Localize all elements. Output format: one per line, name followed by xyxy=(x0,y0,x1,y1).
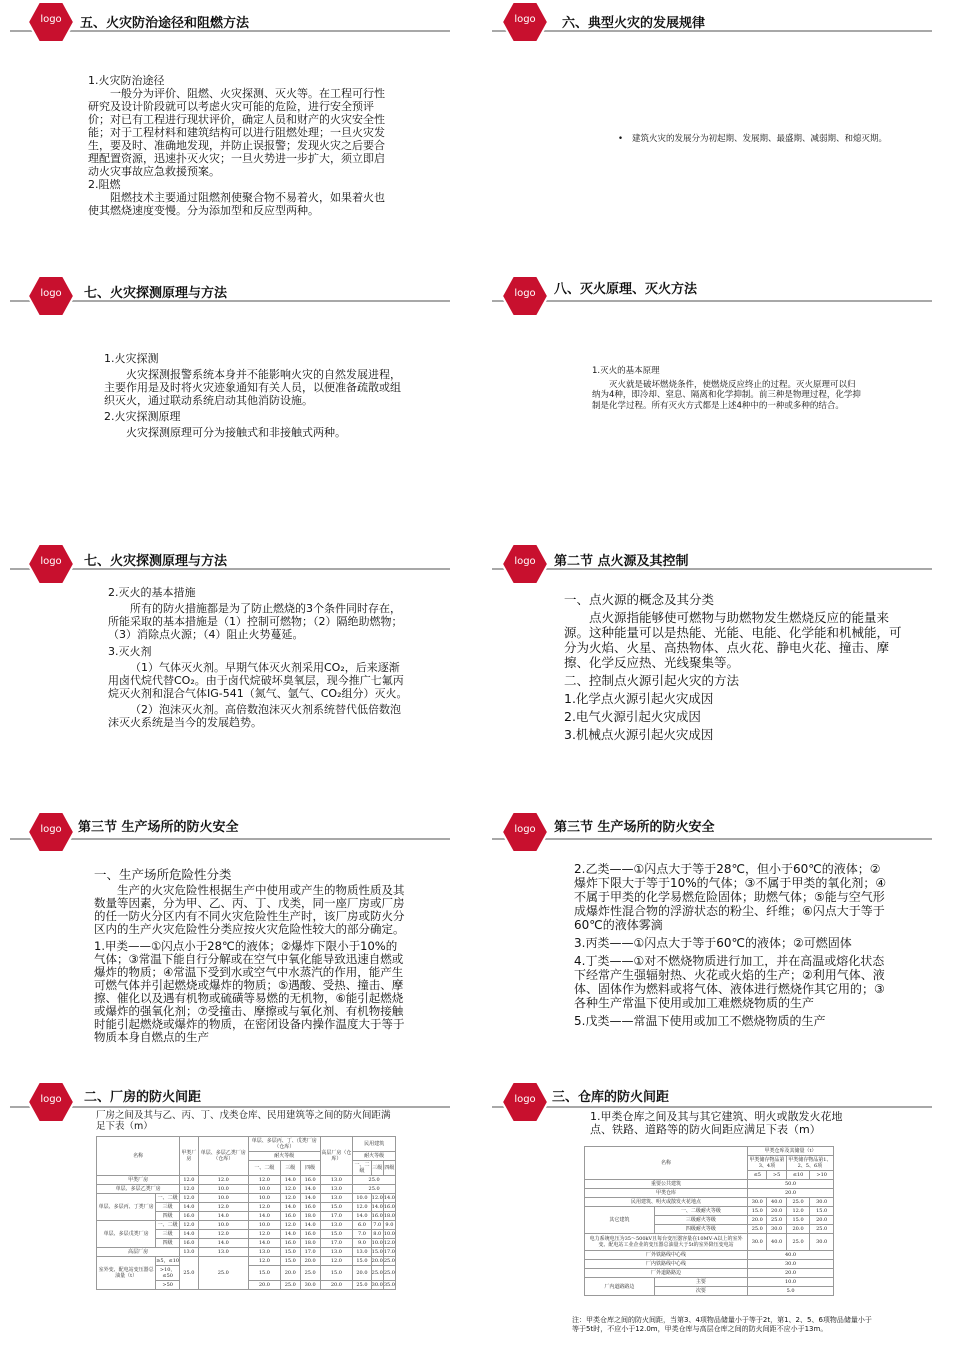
table-header-cell: 名称 xyxy=(585,1147,748,1180)
heading: 一、点火源的概念及其分类 xyxy=(564,592,715,607)
table-caption: 1.甲类仓库之间及其与其它建筑、明火或散发火花地点、铁路、道路等的防火间距应满足下表（m） xyxy=(590,1110,843,1136)
slide-header xyxy=(482,0,942,40)
table-cell: 14.0 xyxy=(180,1203,198,1212)
paragraph: 火灾探测报警系统本身并不能影响火灾的自然发展进程，主要作用是及时将火灾迹象通知有关人员，以便准备疏散或组织灭火，通过联动系统启动其他消防设施。 xyxy=(104,368,401,407)
table-header-cell: 耐火等级 xyxy=(249,1152,321,1161)
table-row xyxy=(585,1198,834,1207)
list-item: 3.机械点火源引起火灾成因 xyxy=(564,727,714,742)
table-header-cell: >10 xyxy=(810,1171,834,1180)
table-header-cell: 耐火等级 xyxy=(353,1152,396,1161)
table-cell: 甲类仓库 xyxy=(585,1189,748,1198)
logo-text: logo xyxy=(40,288,62,299)
table-cell: 10.0 xyxy=(353,1194,371,1203)
table-cell: 三级耐火等级 xyxy=(654,1216,747,1225)
slide-title: 七、火灾探测原理与方法 xyxy=(84,554,228,569)
slide-title: 三、仓库的防火间距 xyxy=(552,1090,670,1105)
heading: 1.灭火的基本原理 xyxy=(592,366,660,376)
paragraph: 灭火就是破坏燃烧条件，使燃烧反应终止的过程。灭火原理可以归纳为4种，即冷却、窒息、隔离和化学抑制。前三种是物理过程，化学抑制是化学过程。所有灭火方式都是上述4种中的一种或多种的结合。 xyxy=(592,379,861,411)
paragraph: 一般分为评价、阻燃、火灾探测、灭火等。在工程可行性研究及设计阶段就可以考虑火灾可能的危险，进行安全预评价；对已有工程进行现状评价，确定人员和财产的火灾安全性能；对于工程材料和建筑结构可以进行阻燃处理；一旦火灾发生，要及时、准确地发现，并防止误报警；发现火灾之后要合理配置资源，迅速扑灭火灾；一旦火势进一步扩大，须立即启动火灾事故应急救援预案。 xyxy=(88,87,385,178)
table-cell: >50 xyxy=(156,1281,180,1290)
table-header-cell: 单层、多层丙、丁、戊类厂房（仓库） xyxy=(249,1137,321,1152)
slide-body xyxy=(564,592,910,742)
table-header-cell: ≤10 xyxy=(786,1171,810,1180)
table-cell: 25.0 xyxy=(198,1257,248,1290)
table-cell: 16.0 xyxy=(280,1239,300,1248)
table-cell: 14.0 xyxy=(280,1230,300,1239)
table-row xyxy=(585,1207,834,1216)
table-cell: 13.0 xyxy=(320,1221,353,1230)
table-cell: 13.0 xyxy=(320,1194,353,1203)
table-cell: 10.0 xyxy=(198,1221,248,1230)
table-cell: 12.0 xyxy=(280,1194,300,1203)
table-cell: 10.0 xyxy=(748,1278,834,1287)
table-cell: 15.0 xyxy=(280,1257,300,1266)
table-cell: 厂外道路路边 xyxy=(585,1269,748,1278)
table-cell: 12.0 xyxy=(249,1230,281,1239)
table-cell: 16.0 xyxy=(371,1213,383,1219)
logo-badge xyxy=(502,812,548,852)
list-item: 1.化学点火源引起火灾成因 xyxy=(564,691,714,706)
table-cell: 16.0 xyxy=(300,1230,320,1239)
table-cell: 25.0 xyxy=(353,1185,396,1194)
table-cell: 14.0 xyxy=(300,1185,320,1194)
slide-title: 第三节 生产场所的防火安全 xyxy=(78,820,239,835)
logo-badge xyxy=(28,2,74,42)
slide-body xyxy=(94,868,408,1044)
header-rule xyxy=(10,838,450,840)
table-cell: 16.0 xyxy=(280,1212,300,1221)
table-cell: 25.0 xyxy=(280,1281,300,1290)
table-cell: 10.0 xyxy=(249,1221,281,1230)
table-cell: 25.0 xyxy=(353,1281,371,1290)
slide-body xyxy=(104,352,408,439)
table-cell: 次要 xyxy=(654,1287,747,1296)
table-cell: 40.0 xyxy=(748,1251,834,1260)
table-cell: 20.0 xyxy=(767,1207,786,1216)
table-cell: 17.0 xyxy=(320,1239,353,1248)
logo-badge xyxy=(502,276,548,316)
paragraph: 阻燃技术主要通过阻燃剂使聚合物不易着火，如果着火也使其燃烧速度变慢。分为添加型和反应型两种。 xyxy=(88,191,385,217)
paragraph: 建筑火灾的发展分为初起期、发展期、最盛期、减弱期、和熄灭期。 xyxy=(632,134,888,144)
slide-3 xyxy=(0,270,460,520)
logo-text: logo xyxy=(40,14,62,25)
table-row xyxy=(585,1251,834,1260)
table-cell: 25.0 xyxy=(371,1266,383,1281)
table-cell: 9.0 xyxy=(383,1221,395,1230)
table-cell: 一、二级耐火等级 xyxy=(654,1207,747,1216)
table-cell: 10.0 xyxy=(249,1185,281,1194)
slide-5 xyxy=(0,538,460,788)
slide-title: 五、火灾防治途径和阻燃方法 xyxy=(80,16,250,31)
list-item: 2.电气火源引起火灾成因 xyxy=(564,709,701,724)
slide-title: 第三节 生产场所的防火安全 xyxy=(554,820,715,835)
table-cell: 16.0 xyxy=(383,1204,395,1210)
paragraph: （2）泡沫灭火剂。高倍数泡沫灭火剂系统替代低倍数泡沫灭火系统是当今的发展趋势。 xyxy=(108,703,401,729)
table-header-cell: ≤5 xyxy=(748,1171,767,1180)
slide-1 xyxy=(0,0,460,250)
table-cell: 12.0 xyxy=(198,1230,248,1239)
table-header-cell: 四级 xyxy=(383,1161,395,1176)
table-cell: 12.0 xyxy=(280,1221,300,1230)
table-cell: 15.0 xyxy=(280,1248,300,1257)
table-cell: 40.0 xyxy=(767,1198,786,1207)
logo-badge xyxy=(28,1082,74,1122)
slide-title: 二、厂房的防火间距 xyxy=(84,1090,202,1105)
table-cell: 厂内道路路边 xyxy=(585,1278,655,1296)
table-cell: 20.0 xyxy=(249,1281,281,1290)
table-cell: 7.0 xyxy=(353,1230,371,1239)
slide-7 xyxy=(0,808,460,1058)
table-cell: 30.0 xyxy=(810,1234,834,1251)
table-cell: 10.0 xyxy=(249,1194,281,1203)
table-cell: 14.0 xyxy=(198,1239,248,1248)
table-cell: 12.0 xyxy=(198,1203,248,1212)
table-cell: 8.0 xyxy=(371,1230,383,1239)
table-cell: 16.0 xyxy=(180,1212,198,1221)
table-cell: 15.0 xyxy=(748,1207,767,1216)
table-cell: 25.0 xyxy=(810,1225,834,1234)
table-cell: 25.0 xyxy=(786,1234,810,1251)
table-cell: 20.0 xyxy=(300,1257,320,1266)
table-cell: 14.0 xyxy=(383,1195,395,1201)
table-cell: 12.0 xyxy=(249,1176,281,1185)
table-header-cell: 甲类储存物品第1、2、5、6项 xyxy=(786,1156,833,1171)
table-cell: 13.0 xyxy=(180,1248,198,1257)
paragraph: 2.乙类——①闪点大于等于28℃，但小于60℃的液体；②爆炸下限大于等于10%的气体；③不属于甲类的氧化剂；④不属于甲类的化学易燃危险固体；助燃气体；⑤能与空气形成爆炸性混合物的浮游状态的粉尘、纤维；⑥闪点大于等于60℃的液体雾滴 xyxy=(574,862,887,932)
table-cell: 其它建筑 xyxy=(585,1207,655,1234)
logo-badge xyxy=(502,544,548,584)
paragraph: 5.戊类——常温下使用或加工不燃烧物质的生产 xyxy=(574,1014,826,1028)
table-header-cell: 高层厂房（仓库） xyxy=(320,1137,353,1176)
heading: 二、控制点火源引起火灾的方法 xyxy=(564,673,740,688)
table-cell: 25.0 xyxy=(383,1266,395,1281)
table-cell: 14.0 xyxy=(300,1194,320,1203)
table-cell: 15.0 xyxy=(786,1216,810,1225)
table-cell: 电力系统电压为35～500kV且每台变压器容量在10MV·A以上的室外变、配电站工业企业的变压器总油量大于5t的室外降压变电站 xyxy=(585,1234,748,1251)
slide-4 xyxy=(482,270,942,520)
table-cell: 17.0 xyxy=(320,1212,353,1221)
table-cell: 20.0 xyxy=(786,1225,810,1234)
slide-title: 八、灭火原理、灭火方法 xyxy=(554,282,698,297)
paragraph: 生产的火灾危险性根据生产中使用或产生的物质性质及其数量等因素，分为甲、乙、丙、丁、戊类，同一座厂房或厂房的任一防火分区内有不同火灾危险性生产时，该厂房或防火分区内的生产火灾危险性分类应按火灾危险性较大的部分确定。 xyxy=(94,883,405,936)
logo-text: logo xyxy=(40,1094,62,1105)
table-cell: 20.0 xyxy=(810,1216,834,1225)
paragraph: 点火源指能够使可燃物与助燃物发生燃烧反应的能量来源。这种能量可以是热能、光能、电能、化学能和机械能，可分为火焰、火星、高热物体、点火花、静电火花、撞击、摩擦、化学反应热、光线聚集等。 xyxy=(564,610,902,670)
heading: 2.灭火的基本措施 xyxy=(108,586,196,599)
table-cell: 15.0 xyxy=(353,1257,371,1266)
logo-badge xyxy=(28,812,74,852)
table-header-cell: 一、二级 xyxy=(249,1161,281,1176)
heading: 2.火灾探测原理 xyxy=(104,410,181,423)
table-cell: 12.0 xyxy=(371,1195,383,1201)
logo-badge xyxy=(502,2,548,42)
slide-9 xyxy=(0,1076,460,1352)
table-cell: 25.0 xyxy=(767,1216,786,1225)
header-rule xyxy=(492,1106,932,1108)
table-cell: 35.0 xyxy=(383,1282,395,1288)
table-cell: 一、二级 xyxy=(156,1221,180,1230)
table-cell: 13.0 xyxy=(353,1248,371,1257)
table-row xyxy=(97,1194,396,1203)
slide-body xyxy=(574,862,888,1028)
table-cell: 甲类厂房 xyxy=(97,1176,180,1185)
table-header-cell: 单层、多层乙类厂房（仓库） xyxy=(198,1137,248,1176)
table-cell: 13.0 xyxy=(249,1248,281,1257)
logo-badge xyxy=(28,544,74,584)
table-row xyxy=(585,1180,834,1189)
table-cell: 12.0 xyxy=(353,1203,371,1212)
warehouse-distance-table xyxy=(584,1146,834,1296)
logo-text: logo xyxy=(514,556,536,567)
table-cell: 12.0 xyxy=(383,1240,395,1246)
slide-title: 第二节 点火源及其控制 xyxy=(554,554,689,569)
table-cell: 12.0 xyxy=(786,1207,810,1216)
table-cell: 13.0 xyxy=(320,1248,353,1257)
slide-header xyxy=(482,538,942,578)
table-cell: 15.0 xyxy=(320,1266,353,1281)
table-cell: 12.0 xyxy=(198,1176,248,1185)
table-cell: 15.0 xyxy=(320,1230,353,1239)
table-cell: 15.0 xyxy=(249,1266,281,1281)
heading: 2.阻燃 xyxy=(88,178,121,191)
table-cell: 民用建筑、明火或散发火花地点 xyxy=(585,1198,748,1207)
table-cell: 9.0 xyxy=(353,1239,371,1248)
logo-badge xyxy=(502,1082,548,1122)
table-cell: ≥5，≤10 xyxy=(156,1258,180,1264)
slide-2 xyxy=(482,0,942,250)
table-row xyxy=(585,1260,834,1269)
header-rule xyxy=(10,568,450,570)
slide-header xyxy=(482,808,942,848)
paragraph: 火灾探测原理可分为接触式和非接触式两种。 xyxy=(126,426,346,439)
table-cell: 30.0 xyxy=(748,1234,767,1251)
logo-text: logo xyxy=(514,824,536,835)
table-cell: 25.0 xyxy=(300,1266,320,1281)
heading: 3.灭火剂 xyxy=(108,645,152,658)
table-header-row xyxy=(585,1147,834,1156)
table-header-cell: 甲类仓库及其储量（t） xyxy=(748,1147,834,1156)
table-cell: 30.0 xyxy=(767,1225,786,1234)
table-header-cell: 一、二级 xyxy=(354,1162,370,1174)
table-cell: 25.0 xyxy=(383,1258,395,1264)
table-cell: 12.0 xyxy=(180,1194,198,1203)
table-cell: 13.0 xyxy=(320,1185,353,1194)
table-cell: 40.0 xyxy=(767,1234,786,1251)
table-header-cell: 四级 xyxy=(300,1161,320,1176)
table-cell: 30.0 xyxy=(300,1281,320,1290)
heading: 1.火灾防治途径 xyxy=(88,74,165,87)
table-cell: 12.0 xyxy=(180,1185,198,1194)
table-cell: 14.0 xyxy=(280,1203,300,1212)
distance-table xyxy=(96,1136,396,1290)
table-cell: 三级 xyxy=(156,1230,180,1239)
table-cell: 13.0 xyxy=(320,1176,353,1185)
heading: 1.火灾探测 xyxy=(104,352,159,365)
table-cell: 18.0 xyxy=(300,1212,320,1221)
table-cell: 5.0 xyxy=(748,1287,834,1296)
table-cell: 13.0 xyxy=(198,1248,248,1257)
table-row xyxy=(585,1269,834,1278)
table-cell: 12.0 xyxy=(249,1203,281,1212)
table-cell: 15.0 xyxy=(810,1207,834,1216)
logo-text: logo xyxy=(514,14,536,25)
paragraph: （1）气体灭火剂。早期气体灭火剂采用CO₂，后来逐渐用卤代烷代替CO₂。由于卤代烷破坏臭氧层，现今推广七氟丙烷灭火剂和混合气体IG-541（氮气、氩气、CO₂组分）灭火。 xyxy=(108,661,408,700)
table-cell: 单层、多层丙、丁类厂房 xyxy=(97,1194,156,1221)
table-cell: 10.0 xyxy=(383,1231,395,1237)
table-cell: 20.0 xyxy=(748,1269,834,1278)
table-cell: 14.0 xyxy=(371,1204,383,1210)
table-cell: 14.0 xyxy=(300,1221,320,1230)
paragraph: 1.甲类——①闪点小于28℃的液体；②爆炸下限小于10%的气体；③常温下能自行分解或在空气中氧化能导致迅速自燃或爆炸的物质；④常温下受到水或空气中水蒸汽的作用，能产生可燃气体并引起燃烧或爆炸的物质；⑤遇酸、受热、撞击、摩擦、催化以及遇有机物或硫磺等易燃的无机物，⑥能引起燃烧或爆炸的强氧化剂；⑦受撞击、摩擦或与氧化剂、有机物接触时能引起燃烧或爆炸的物质，在密闭设备内操作温度大于等于物质本身自燃点的生产 xyxy=(94,939,405,1044)
table-cell: 三级 xyxy=(156,1203,180,1212)
table-cell: 16.0 xyxy=(300,1176,320,1185)
table-cell: 10.0 xyxy=(198,1194,248,1203)
slide-body xyxy=(592,366,862,411)
table-row xyxy=(97,1185,396,1194)
paragraph: 3.丙类——①闪点大于等于60℃的液体；②可燃固体 xyxy=(574,936,852,950)
table-cell: 20.0 xyxy=(748,1189,834,1198)
table-cell: 14.0 xyxy=(249,1212,281,1221)
table-cell: 四级 xyxy=(156,1212,180,1221)
table-cell: 14.0 xyxy=(249,1239,281,1248)
table-cell: 30.0 xyxy=(810,1198,834,1207)
table-cell: 14.0 xyxy=(280,1176,300,1185)
table-cell: 室外变、配电站变压器总油量（t） xyxy=(97,1257,156,1290)
table-cell: 厂内铁路线中心线 xyxy=(585,1260,748,1269)
table-row xyxy=(97,1176,396,1185)
table-cell: 10.0 xyxy=(371,1240,383,1246)
table-header-cell: 甲类厂房 xyxy=(180,1137,198,1176)
table-cell: 高层厂房 xyxy=(97,1248,180,1257)
table-cell: 25.0 xyxy=(180,1257,198,1290)
slide-body xyxy=(618,134,932,145)
table-row xyxy=(585,1234,834,1251)
table-cell: 20.0 xyxy=(748,1216,767,1225)
table-cell: 12.0 xyxy=(320,1257,353,1266)
table-cell: 四级耐火等级 xyxy=(654,1225,747,1234)
slide-title: 六、典型火灾的发展规律 xyxy=(562,16,706,31)
table-cell: 17.0 xyxy=(300,1248,320,1257)
slide-8 xyxy=(482,808,942,1058)
paragraph: 所有的防火措施都是为了防止燃烧的3个条件同时存在，所能采取的基本措施是（1）控制可燃物；（2）隔绝助燃物；（3）消除点火源；（4）阻止火势蔓延。 xyxy=(108,602,403,641)
table-cell: 12.0 xyxy=(249,1257,281,1266)
table-header-cell: 名称 xyxy=(97,1137,180,1176)
table-cell: 30.0 xyxy=(748,1198,767,1207)
table-cell: 12.0 xyxy=(180,1176,198,1185)
slide-header xyxy=(482,270,942,310)
table-cell: 单层、多层戊类厂房 xyxy=(97,1221,156,1248)
table-row xyxy=(585,1278,834,1287)
table-cell: 6.0 xyxy=(353,1221,371,1230)
table-cell: 12.0 xyxy=(180,1221,198,1230)
logo-text: logo xyxy=(514,288,536,299)
table-cell: 重要公共建筑 xyxy=(585,1180,748,1189)
table-cell: 25.0 xyxy=(748,1225,767,1234)
table-cell: 20.0 xyxy=(371,1258,383,1264)
slide-body xyxy=(88,74,392,217)
table-cell: 14.0 xyxy=(180,1230,198,1239)
table-cell: 一、二级 xyxy=(156,1194,180,1203)
table-cell: 厂外铁路线中心线 xyxy=(585,1251,748,1260)
table-row xyxy=(97,1248,396,1257)
table-row xyxy=(97,1221,396,1230)
table-cell: 16.0 xyxy=(180,1239,198,1248)
logo-text: logo xyxy=(514,1094,536,1105)
logo-text: logo xyxy=(40,824,62,835)
table-row xyxy=(585,1189,834,1198)
header-rule xyxy=(10,1106,450,1108)
table-cell: 18.0 xyxy=(383,1213,395,1219)
paragraph: 4.丁类——①对不燃烧物质进行加工，并在高温或熔化状态下经常产生强辐射热、火花或火焰的生产；②利用气体、液体、固体作为燃料或将气体、液体进行燃烧作其它用的；③各种生产常温下使用或加工难燃烧物质的生产 xyxy=(574,954,885,1010)
slide-title: 七、火灾探测原理与方法 xyxy=(84,286,228,301)
heading: 一、生产场所危险性分类 xyxy=(94,867,232,882)
header-rule xyxy=(10,300,450,302)
table-cell: 15.0 xyxy=(320,1203,353,1212)
table-cell: 50.0 xyxy=(748,1180,834,1189)
table-cell: 30.0 xyxy=(748,1260,834,1269)
table-cell: 15.0 xyxy=(371,1249,383,1255)
table-cell: 四级 xyxy=(156,1239,180,1248)
header-rule xyxy=(492,30,932,32)
table-header-row xyxy=(97,1137,396,1152)
table-cell: 主要 xyxy=(654,1278,747,1287)
slide-6 xyxy=(482,538,942,788)
table-cell: >10，≤50 xyxy=(156,1266,180,1281)
table-header-cell: 三级 xyxy=(280,1161,300,1176)
table-cell: 16.0 xyxy=(300,1203,320,1212)
slide-body xyxy=(108,586,410,729)
header-rule xyxy=(492,838,932,840)
table-cell: 7.0 xyxy=(371,1221,383,1230)
table-cell: 30.0 xyxy=(371,1282,383,1288)
bullet: • xyxy=(618,134,624,144)
table-cell: 25.0 xyxy=(353,1176,396,1185)
table-cell: 单层、多层乙类厂房 xyxy=(97,1185,180,1194)
table-cell: 12.0 xyxy=(280,1185,300,1194)
table-cell: 14.0 xyxy=(353,1212,371,1221)
logo-badge xyxy=(28,276,74,316)
table-note: 注：甲类仓库之间的防火间距，当第3、4项物品储量小于等于2t，第1、2、5、6项物品储量小于等于5t时，不应小于12.0m，甲类仓库与高层仓库之间的防火间距不应小于13m。 xyxy=(572,1316,872,1333)
table-header-cell: 甲类储存物品第3、4项 xyxy=(749,1157,785,1169)
table-cell: 10.0 xyxy=(198,1185,248,1194)
table-cell: 25.0 xyxy=(786,1198,810,1207)
table-cell: 18.0 xyxy=(300,1239,320,1248)
table-cell: 20.0 xyxy=(280,1266,300,1281)
table-row xyxy=(97,1257,396,1266)
table-caption: 厂房之间及其与乙、丙、丁、戊类仓库、民用建筑等之间的防火间距满足下表（m） xyxy=(96,1110,391,1132)
table-cell: 20.0 xyxy=(320,1281,353,1290)
header-rule xyxy=(492,300,932,302)
logo-text: logo xyxy=(40,556,62,567)
table-header-cell: >5 xyxy=(767,1171,786,1180)
table-header-cell: 三级 xyxy=(371,1161,383,1176)
table-cell: 14.0 xyxy=(198,1212,248,1221)
table-cell: 20.0 xyxy=(353,1266,371,1281)
table-header-cell: 民用建筑 xyxy=(353,1137,396,1152)
table-cell: 17.0 xyxy=(383,1249,395,1255)
slide-10 xyxy=(482,1076,942,1352)
